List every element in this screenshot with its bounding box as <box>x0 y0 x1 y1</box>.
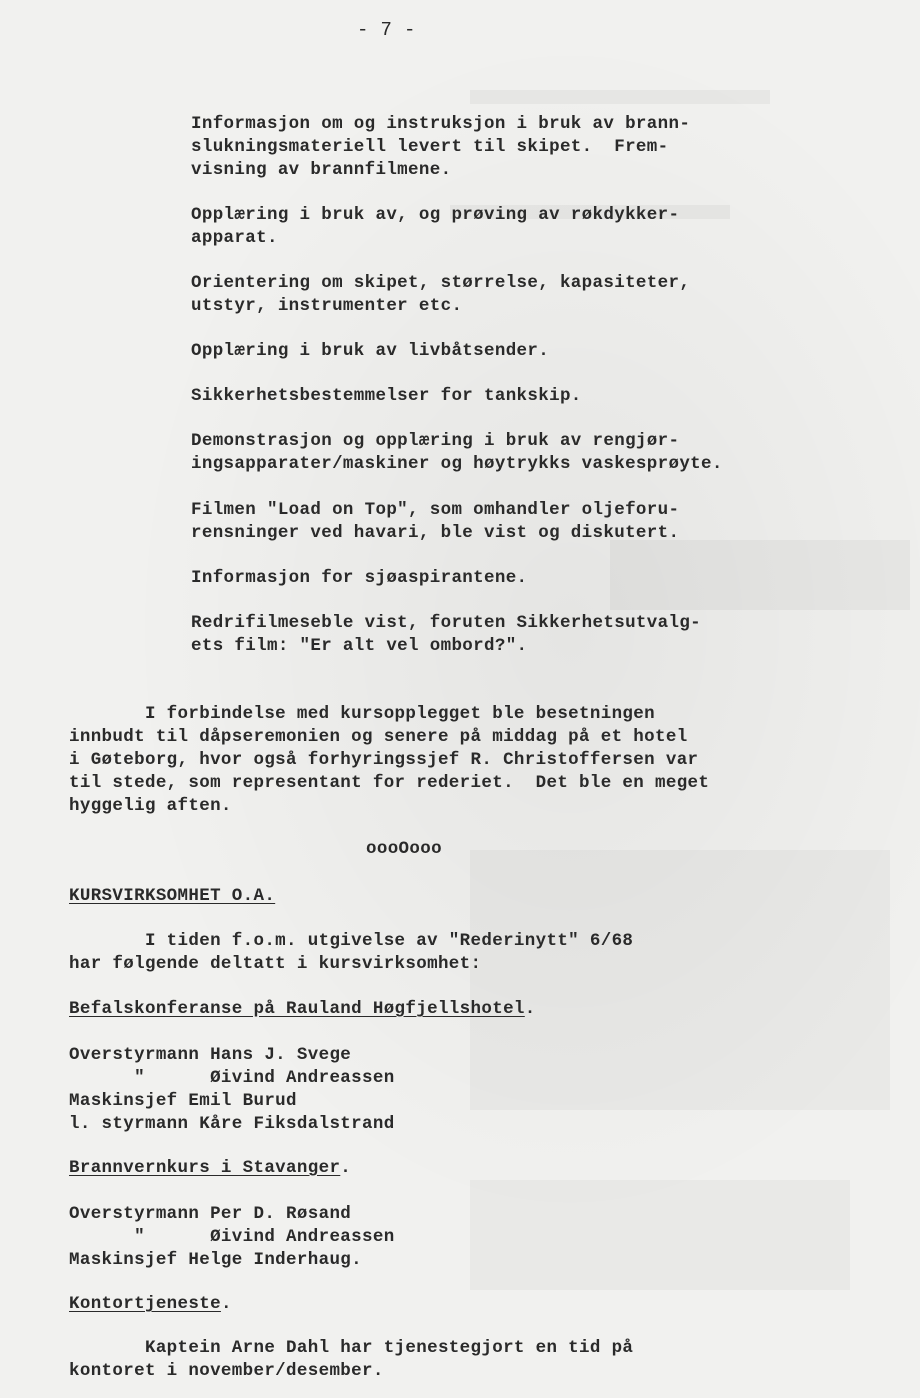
list-item <box>191 272 690 318</box>
item-line: Demonstrasjon og opplæring i bruk av rengjør- <box>191 431 680 451</box>
item-line: utstyr, instrumenter etc. <box>191 296 463 316</box>
item-line: slukningsmateriell levert til skipet. Frem- <box>191 137 669 157</box>
participant: " Øivind Andreassen <box>69 1227 395 1247</box>
intro-paragraph <box>69 930 633 976</box>
page-number: - 7 - <box>357 19 416 41</box>
list-item <box>191 204 679 250</box>
item-line: rensninger ved havari, ble vist og diskutert. <box>191 523 680 543</box>
subsection-title <box>69 1293 232 1316</box>
title-suffix: . <box>524 999 536 1019</box>
list-item <box>191 499 679 545</box>
section-heading: KURSVIRKSOMHET O.A. <box>69 886 276 906</box>
item-line: Informasjon om og instruksjon i bruk av brann- <box>191 114 691 134</box>
item-line: Redrifilmeseble vist, foruten Sikkerhetsutvalg- <box>191 613 702 633</box>
item-line: Opplæring i bruk av, og prøving av røkdykker- <box>191 205 680 225</box>
subsection-title-text: Kontortjeneste <box>69 1294 221 1314</box>
list-item <box>191 612 701 658</box>
paragraph-line: kontoret i november/desember. <box>69 1361 384 1381</box>
subsection-title <box>69 1157 351 1180</box>
subsection-title-text: Brannvernkurs i Stavanger <box>69 1158 341 1178</box>
paragraph-line: til stede, som representant for rederiet. Det ble en meget <box>69 773 710 793</box>
paragraph-line: innbudt til dåpseremonien og senere på middag på et hotel <box>69 727 688 747</box>
participant: Overstyrmann Hans J. Svege <box>69 1045 352 1065</box>
participant: Maskinsjef Emil Burud <box>69 1091 297 1111</box>
list-item <box>191 340 549 363</box>
participant-list <box>69 1044 395 1136</box>
item-line: apparat. <box>191 228 278 248</box>
paragraph-line: hyggelig aften. <box>69 796 232 816</box>
participant: " Øivind Andreassen <box>69 1068 395 1088</box>
separator: oooOooo <box>366 839 442 859</box>
paragraph-line: I forbindelse med kursopplegget ble besetningen <box>69 704 655 724</box>
item-line: Opplæring i bruk av livbåtsender. <box>191 341 550 361</box>
intro-line: I tiden f.o.m. utgivelse av "Rederinytt" 6/68 <box>69 931 634 951</box>
participant: Maskinsjef Helge Inderhaug. <box>69 1250 362 1270</box>
paragraph-line: Kaptein Arne Dahl har tjenestegjort en tid på <box>69 1338 634 1358</box>
subsection-title-text: Befalskonferanse på Rauland Høgfjellshotel <box>69 999 525 1019</box>
paragraph-line: i Gøteborg, hvor også forhyringssjef R. Christoffersen var <box>69 750 699 770</box>
list-item <box>191 430 723 476</box>
body-paragraph <box>69 703 709 818</box>
title-suffix: . <box>340 1158 352 1178</box>
subsection-title <box>69 998 536 1021</box>
list-item <box>191 113 690 182</box>
participant: Overstyrmann Per D. Røsand <box>69 1204 352 1224</box>
item-line: Orientering om skipet, størrelse, kapasiteter, <box>191 273 691 293</box>
participant-list <box>69 1203 395 1272</box>
item-line: ingsapparater/maskiner og høytrykks vaskesprøyte. <box>191 454 723 474</box>
item-line: ets film: "Er alt vel ombord?". <box>191 636 528 656</box>
body-paragraph <box>69 1337 633 1383</box>
intro-line: har følgende deltatt i kursvirksomhet: <box>69 954 482 974</box>
item-line: Informasjon for sjøaspirantene. <box>191 568 528 588</box>
item-line: Sikkerhetsbestemmelser for tankskip. <box>191 386 582 406</box>
item-line: Filmen "Load on Top", som omhandler oljeforu- <box>191 500 680 520</box>
title-suffix: . <box>220 1294 232 1314</box>
item-line: visning av brannfilmene. <box>191 160 452 180</box>
participant: l. styrmann Kåre Fiksdalstrand <box>69 1114 395 1134</box>
list-item <box>191 385 582 408</box>
list-item <box>191 567 527 590</box>
